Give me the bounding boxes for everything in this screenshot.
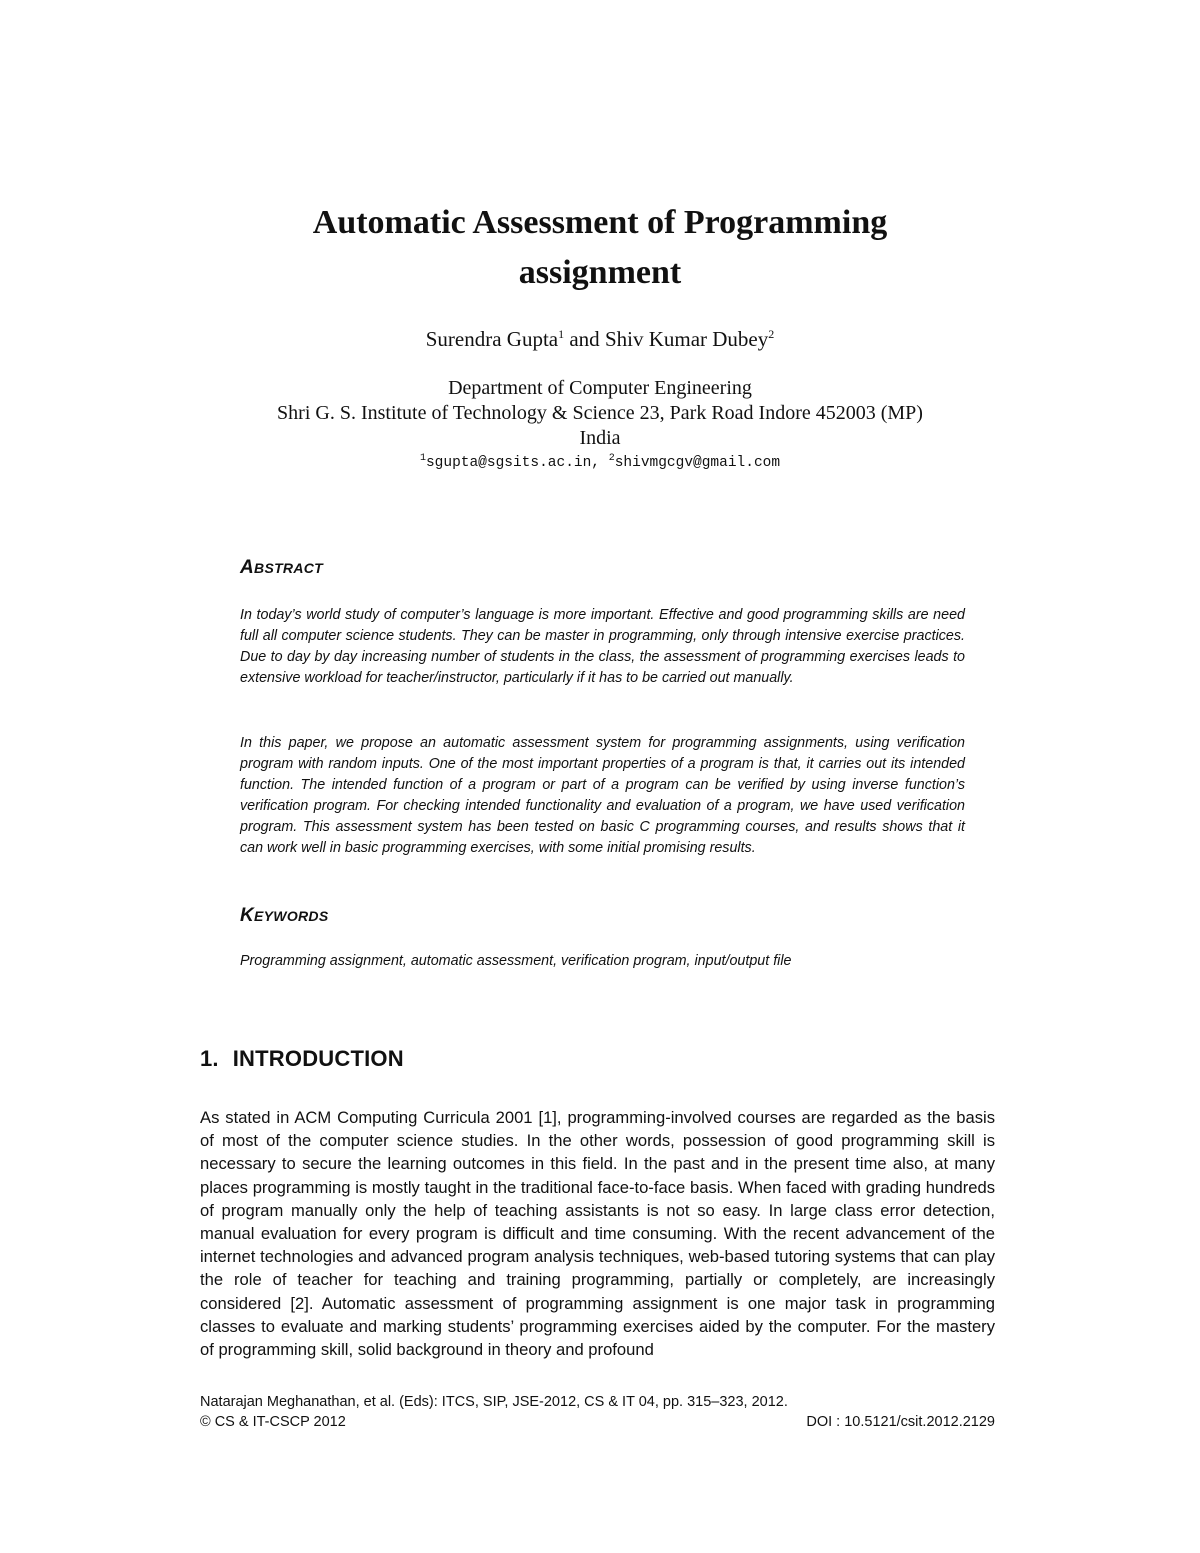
affiliation-department: Department of Computer Engineering xyxy=(448,377,752,399)
page-footer xyxy=(200,1392,995,1432)
affiliation-institute: Shri G. S. Institute of Technology & Science 23, Park Road Indore 452003 (MP) xyxy=(277,402,923,424)
abstract-paragraph: In this paper, we propose an automatic assessment system for programming assignments, using verification program with random inputs. One of the most important properties of a program is that, it carries out its intended function. The intended function of a program or part of a program can be verified by using inverse function’s verification program. For checking intended functionality and evaluation of a program, we have used verification program. This assessment system has been tested on basic C programming courses, and results shows that it can work well in basic programming exercises, with some initial promising results. xyxy=(240,735,965,856)
author-joiner: and xyxy=(564,327,605,351)
footer-copyright: © CS & IT-CSCP 2012 xyxy=(200,1414,346,1430)
paper-title-line1: Automatic Assessment of Programming xyxy=(312,204,888,241)
author-email-link[interactable]: sgupta@sgsits.ac.in, xyxy=(425,455,600,471)
footer-bottom-row xyxy=(200,1412,995,1432)
introduction-paragraph: As stated in ACM Computing Curricula 2001 [1], programming-involved courses are regarded as the basis of most of the computer science studies. In the other words, possession of good programming skill is necessary to secure the learning outcomes in this field. In the past and in the present time also, at many places programming is mostly taught in the traditional face-to-face basis. When faced with grading hundreds of program manually only the help of teaching assistants is not so easy. In large class error detection, manual evaluation for every program is difficult and time consuming. With the recent advancement of the internet technologies and advanced program analysis techniques, web-based tutoring systems that can play the role of teacher for teaching and training programming, partially or completely, are increasingly considered [2]. Automatic assessment of programming assignment is one major task in programming classes to evaluate and marking students’ programming exercises aided by the computer. For the mastery of programming skill, solid background in theory and profound xyxy=(200,1108,995,1360)
author-line xyxy=(200,324,1000,354)
keywords-heading-initial: K xyxy=(240,905,255,926)
author-affiliation-mark: 1 xyxy=(558,327,565,341)
author-affiliation-mark: 2 xyxy=(768,327,775,341)
paper-title-line2: assignment xyxy=(518,254,682,291)
keywords-heading xyxy=(240,905,328,927)
email-mark: 1 xyxy=(419,453,426,464)
author-emails xyxy=(200,452,1000,474)
affiliation-country: India xyxy=(579,427,621,449)
section-number: 1. xyxy=(200,1046,219,1071)
section-heading xyxy=(200,1046,404,1072)
abstract-paragraph: In today’s world study of computer’s language is more important. Effective and good programming skills are need full all computer science students. They can be master in programming, only through intensive exercise practices. Due to day by day increasing number of students in the class, the assessment of programming exercises leads to extensive workload for teacher/instructor, particularly if it has to be carried out manually. xyxy=(240,607,965,686)
abstract-heading-initial: A xyxy=(240,557,255,578)
keywords-heading-rest: EYWORDS xyxy=(254,908,329,924)
footer-doi: DOI : 10.5121/csit.2012.2129 xyxy=(806,1414,995,1430)
footer-citation: Natarajan Meghanathan, et al. (Eds): ITCS, SIP, JSE-2012, CS & IT 04, pp. 315–323, 2012. xyxy=(200,1394,788,1410)
author-email-link[interactable]: shivmgcgv@gmail.com xyxy=(614,455,781,471)
section-title: INTRODUCTION xyxy=(232,1046,404,1071)
abstract-heading-rest: BSTRACT xyxy=(254,560,324,576)
email-mark: 2 xyxy=(608,453,615,464)
abstract-heading xyxy=(240,557,323,579)
paper-title xyxy=(200,198,1000,298)
author-name: Surendra Gupta xyxy=(425,327,559,351)
keywords-text: Programming assignment, automatic assessment, verification program, input/output file xyxy=(240,953,792,969)
author-name: Shiv Kumar Dubey xyxy=(604,327,769,351)
affiliation-block xyxy=(200,376,1000,451)
